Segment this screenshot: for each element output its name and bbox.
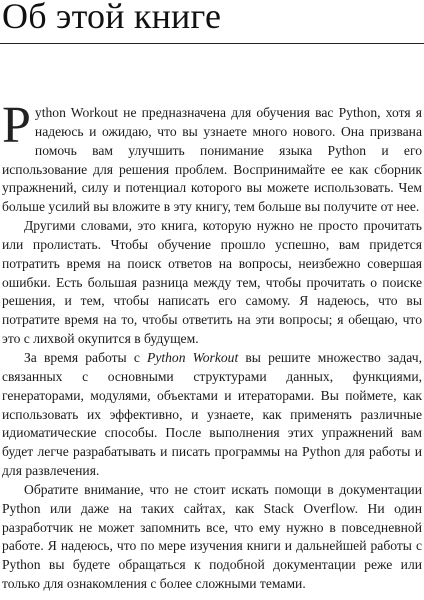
paragraph-2: Другими словами, это книга, которую нужно не просто прочитать или пролистать. Чтобы обучение прошло успешно, вам придется потратить время на поиск ответов на вопросы, неизбежно совершая ошибки. Есть большая разница между тем, чтобы прочитать о поиске решения, и тем, чтобы написать его самому. Я надеюсь, что вы потратите время на то, чтобы ответить на эти вопросы; я обещаю, что это с лихвой окупится в будущем. <box>2 218 422 347</box>
body-text <box>2 97 422 594</box>
book-title-italic: Python Workout <box>147 349 239 365</box>
page-title: Об этой книге <box>2 0 222 36</box>
paragraph-1-text: ython Workout не предназначена для обучения вас Python, хотя я надеюсь и ожидаю, что вы узнаете много нового. Она призвана помочь вам улучшить понимание языка Python и его использование для решения проблем. Воспринимайте ее как сборник упражнений, силу и потенциал которого вы можете использовать. Чем больше усилий вы вложите в эту книгу, тем больше вы получите от нее. <box>2 105 422 215</box>
drop-cap: P <box>2 97 31 154</box>
paragraph-1 <box>2 97 422 217</box>
paragraph-3-before: За время работы с <box>24 349 148 365</box>
paragraph-3 <box>2 349 422 481</box>
paragraph-3-after: вы решите множество задач, связанных с основными структурами данных, функциями, генераторами, модулями, объектами и итераторами. Вы поймете, как использовать их эффективно, и узнаете, как применять различные идиоматические способы. После выполнения этих упражнений вам будет легче разрабатывать и писать программы на Python для работы и для развлечения. <box>2 349 422 479</box>
paragraph-4: Обратите внимание, что не стоит искать помощи в документации Python или даже на таких сайтах, как Stack Overflow. Ни один разработчик не может запомнить все, что ему нужно в повседневной работе. Я надеюсь, что по мере изучения книги и дальнейшей работы с Python вы будете обращаться к подобной документации реже или только для ознакомления с более сложными темами. <box>2 481 422 592</box>
title-divider <box>0 43 424 44</box>
